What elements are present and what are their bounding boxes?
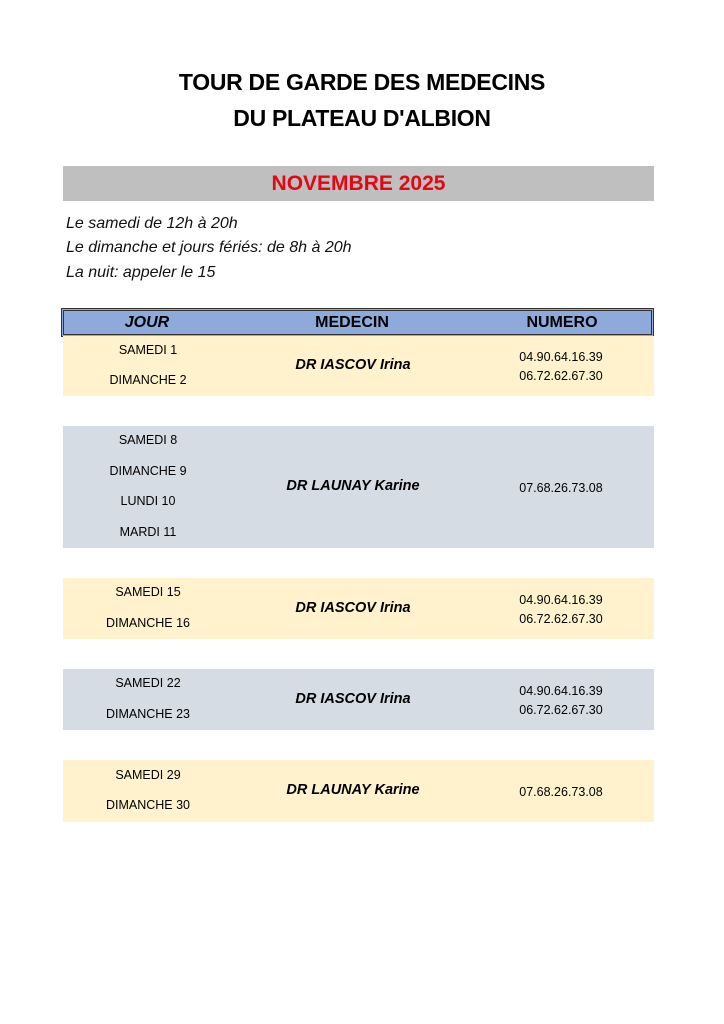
day-label: SAMEDI 22 xyxy=(115,676,181,691)
document-title-line-2: DU PLATEAU D'ALBION xyxy=(233,105,491,131)
day-label: SAMEDI 8 xyxy=(118,433,178,448)
doctor-name: DR LAUNAY Karine xyxy=(286,782,420,798)
info-sunday-hours: Le dimanche et jours fériés: de 8h à 20h xyxy=(66,239,352,256)
schedule-block xyxy=(63,426,654,548)
day-label: DIMANCHE 23 xyxy=(105,706,191,721)
doctor-name: DR IASCOV Irina xyxy=(295,690,411,707)
info-night: La nuit: appeler le 15 xyxy=(66,264,216,281)
phone-number: 04.90.64.16.39 xyxy=(519,350,603,364)
schedule-block xyxy=(63,578,654,639)
schedule-block xyxy=(63,336,654,396)
phone-numbers xyxy=(463,783,659,802)
doctor-name: DR LAUNAY Karine xyxy=(286,478,420,494)
day-label: LUNDI 10 xyxy=(120,494,176,509)
day-label: DIMANCHE 2 xyxy=(109,373,187,388)
phone-number: 06.72.62.67.30 xyxy=(519,611,603,626)
day-label: MARDI 11 xyxy=(119,524,177,539)
phone-number: 04.90.64.16.39 xyxy=(519,683,603,698)
phone-number: 04.90.64.16.39 xyxy=(519,592,603,607)
header-numero: NUMERO xyxy=(526,314,598,331)
phone-number: 06.72.62.67.30 xyxy=(519,702,603,717)
phone-numbers xyxy=(463,591,659,629)
day-label: DIMANCHE 30 xyxy=(105,798,191,813)
schedule-block xyxy=(63,760,654,822)
phone-number: 06.72.62.67.30 xyxy=(519,369,603,383)
document-title-line-1: TOUR DE GARDE DES MEDECINS xyxy=(178,69,546,95)
day-label: SAMEDI 15 xyxy=(115,585,181,600)
header-jour: JOUR xyxy=(124,314,170,331)
schedule-block xyxy=(63,669,654,730)
doctor-name: DR IASCOV Irina xyxy=(295,599,411,616)
header-medecin: MEDECIN xyxy=(315,314,389,331)
info-saturday-hours: Le samedi de 12h à 20h xyxy=(66,215,238,232)
day-label: DIMANCHE 16 xyxy=(105,615,191,630)
day-label: SAMEDI 29 xyxy=(115,767,181,782)
phone-numbers xyxy=(463,682,659,720)
table-header xyxy=(61,308,654,337)
day-label: SAMEDI 1 xyxy=(118,342,178,357)
doctor-name: DR IASCOV Irina xyxy=(295,357,411,373)
phone-number: 07.68.26.73.08 xyxy=(519,480,603,495)
month-banner: NOVEMBRE 2025 xyxy=(63,166,654,201)
phone-numbers xyxy=(463,348,659,386)
phone-number: 07.68.26.73.08 xyxy=(519,784,603,799)
phone-numbers xyxy=(463,479,659,498)
day-label: DIMANCHE 9 xyxy=(109,463,187,478)
